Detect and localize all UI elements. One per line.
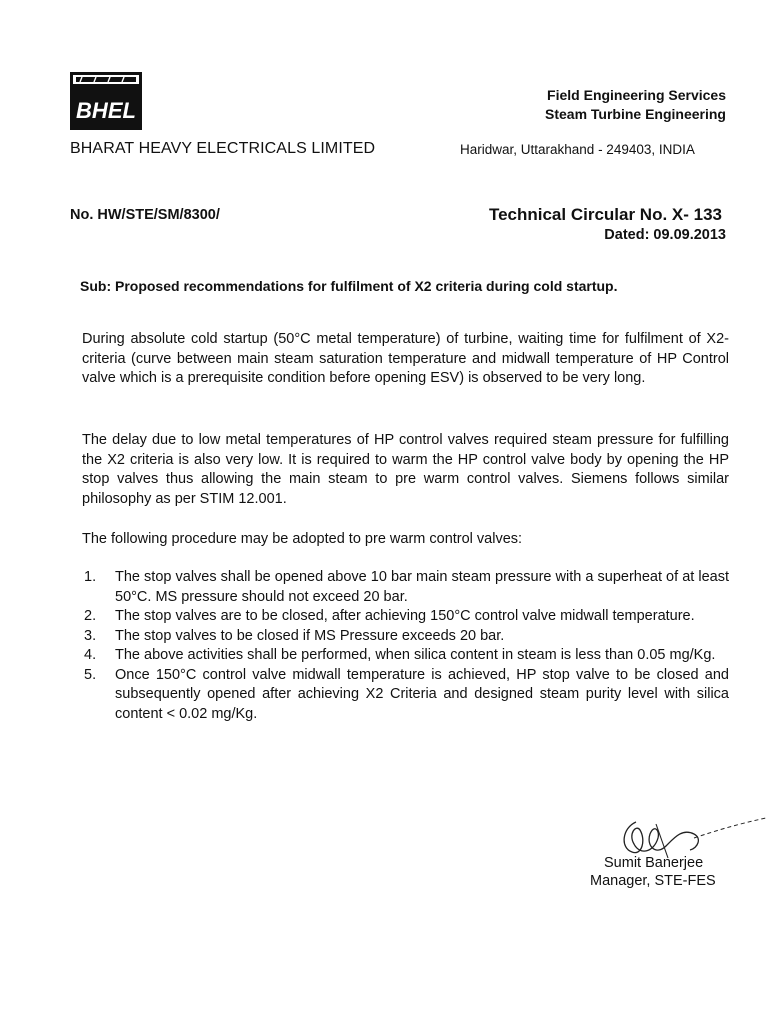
- company-name: BHARAT HEAVY ELECTRICALS LIMITED: [70, 140, 376, 157]
- list-item-text: Once 150°C control valve midwall temperature is achieved, HP stop valve to be closed and subsequently opened after achieving X2 Criteria and designed steam purity level with silica content < 0.02 mg/Kg.: [115, 666, 729, 722]
- list-item: [82, 666, 729, 725]
- logo-wordmark: BHEL: [76, 98, 136, 123]
- signatory-designation: Manager, STE-FES: [590, 873, 716, 889]
- company-address: Haridwar, Uttarakhand - 249403, INDIA: [460, 142, 695, 157]
- list-item-text: The stop valves to be closed if MS Pressure exceeds 20 bar.: [115, 627, 505, 644]
- paragraph-2: The delay due to low metal temperatures of HP control valves required steam pressure for fulfilling the X2 criteria is also very low. It is required to warm the HP control valve body by opening the HP stop valves thus allowing the main steam to pre warm control valves. Siemens follows similar philosophy as per STIM 12.001.: [82, 432, 729, 507]
- list-item-number: 1.: [84, 569, 97, 585]
- list-item: [82, 607, 729, 627]
- list-item-number: 2.: [84, 608, 97, 624]
- circular-date: Dated: 09.09.2013: [604, 227, 726, 243]
- paragraph-1: During absolute cold startup (50°C metal temperature) of turbine, waiting time for fulfilment of X2-criteria (curve between main steam saturation temperature and midwall temperature of HP Control valve which is a prerequisite condition before opening ESV) is observed to be very long.: [82, 331, 729, 386]
- list-item: [82, 568, 729, 607]
- list-item-number: 3.: [84, 627, 97, 644]
- procedure-list: [82, 568, 729, 724]
- list-item-text: The stop valves are to be closed, after achieving 150°C control valve midwall temperature.: [115, 608, 695, 624]
- handwritten-signature: [598, 812, 768, 882]
- list-item: [82, 627, 729, 647]
- list-item-text: The stop valves shall be opened above 10 bar main steam pressure with a superheat of at least 50°C. MS pressure should not exceed 20 bar.: [115, 569, 729, 605]
- list-item-text: The above activities shall be performed, when silica content in steam is less than 0.05 mg/Kg.: [115, 647, 716, 663]
- list-item: [82, 646, 729, 666]
- list-item-number: 4.: [84, 647, 97, 663]
- signatory-name: Sumit Banerjee: [604, 855, 704, 871]
- subject-line: Sub: Proposed recommendations for fulfilment of X2 criteria during cold startup.: [80, 278, 618, 294]
- reference-number: No. HW/STE/SM/8300/: [70, 207, 220, 223]
- list-item-number: 5.: [84, 666, 97, 683]
- dept-line-2: Steam Turbine Engineering: [545, 106, 726, 122]
- dept-line-1: Field Engineering Services: [547, 87, 726, 103]
- circular-title: Technical Circular No. X- 133: [488, 205, 722, 224]
- bhel-logo: [70, 72, 142, 130]
- procedure-intro: The following procedure may be adopted to pre warm control valves:: [82, 531, 523, 547]
